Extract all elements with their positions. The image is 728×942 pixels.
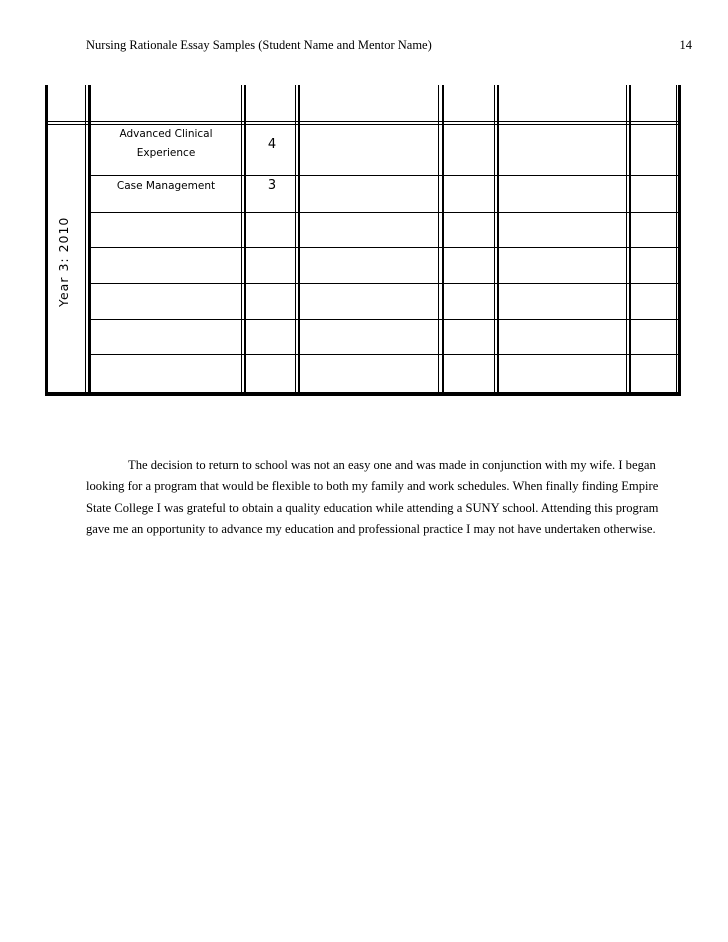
table-border xyxy=(45,392,681,396)
table-border xyxy=(295,85,296,396)
table-border xyxy=(89,247,681,248)
course-name-line: Experience xyxy=(136,147,196,159)
course-plan-table xyxy=(45,85,681,396)
table-border xyxy=(497,85,499,396)
table-border xyxy=(494,85,495,396)
course-name-line: Advanced Clinical xyxy=(119,128,213,140)
table-border xyxy=(45,85,48,396)
table-border xyxy=(89,212,681,213)
body-paragraph xyxy=(86,455,666,540)
page-number: 14 xyxy=(679,38,692,52)
year-label: Year 3: 2010 xyxy=(56,216,71,307)
table-border xyxy=(676,85,677,396)
paragraph-text: The decision to return to school was not an easy one and was made in conjunction with my wife. I began looking for a program that would be flexible to both my family and work schedules. When finally finding Empire State College I was grateful to obtain a quality education while attending a SUNY school. Attending this program gave me an opportunity to advance my education and professional practice I may not have undertaken otherwise. xyxy=(86,458,659,536)
course-name xyxy=(91,125,241,163)
course-name: Case Management xyxy=(116,180,216,192)
table-border xyxy=(678,85,681,396)
table-border xyxy=(629,85,631,396)
table-border xyxy=(438,85,439,396)
year-label-cell xyxy=(56,216,76,407)
table-border xyxy=(89,175,681,176)
table-border xyxy=(442,85,444,396)
table-border xyxy=(89,283,681,284)
course-credits: 4 xyxy=(267,137,277,152)
table-border xyxy=(298,85,300,396)
table-border xyxy=(244,85,246,396)
running-header-title: Nursing Rationale Essay Samples (Student Name and Mentor Name) xyxy=(86,38,432,52)
table-border xyxy=(89,354,681,355)
table-border xyxy=(626,85,627,396)
table-border xyxy=(85,85,86,396)
table-border xyxy=(45,121,681,122)
table-border xyxy=(89,319,681,320)
table-border xyxy=(241,85,242,396)
course-credits: 3 xyxy=(267,178,277,193)
